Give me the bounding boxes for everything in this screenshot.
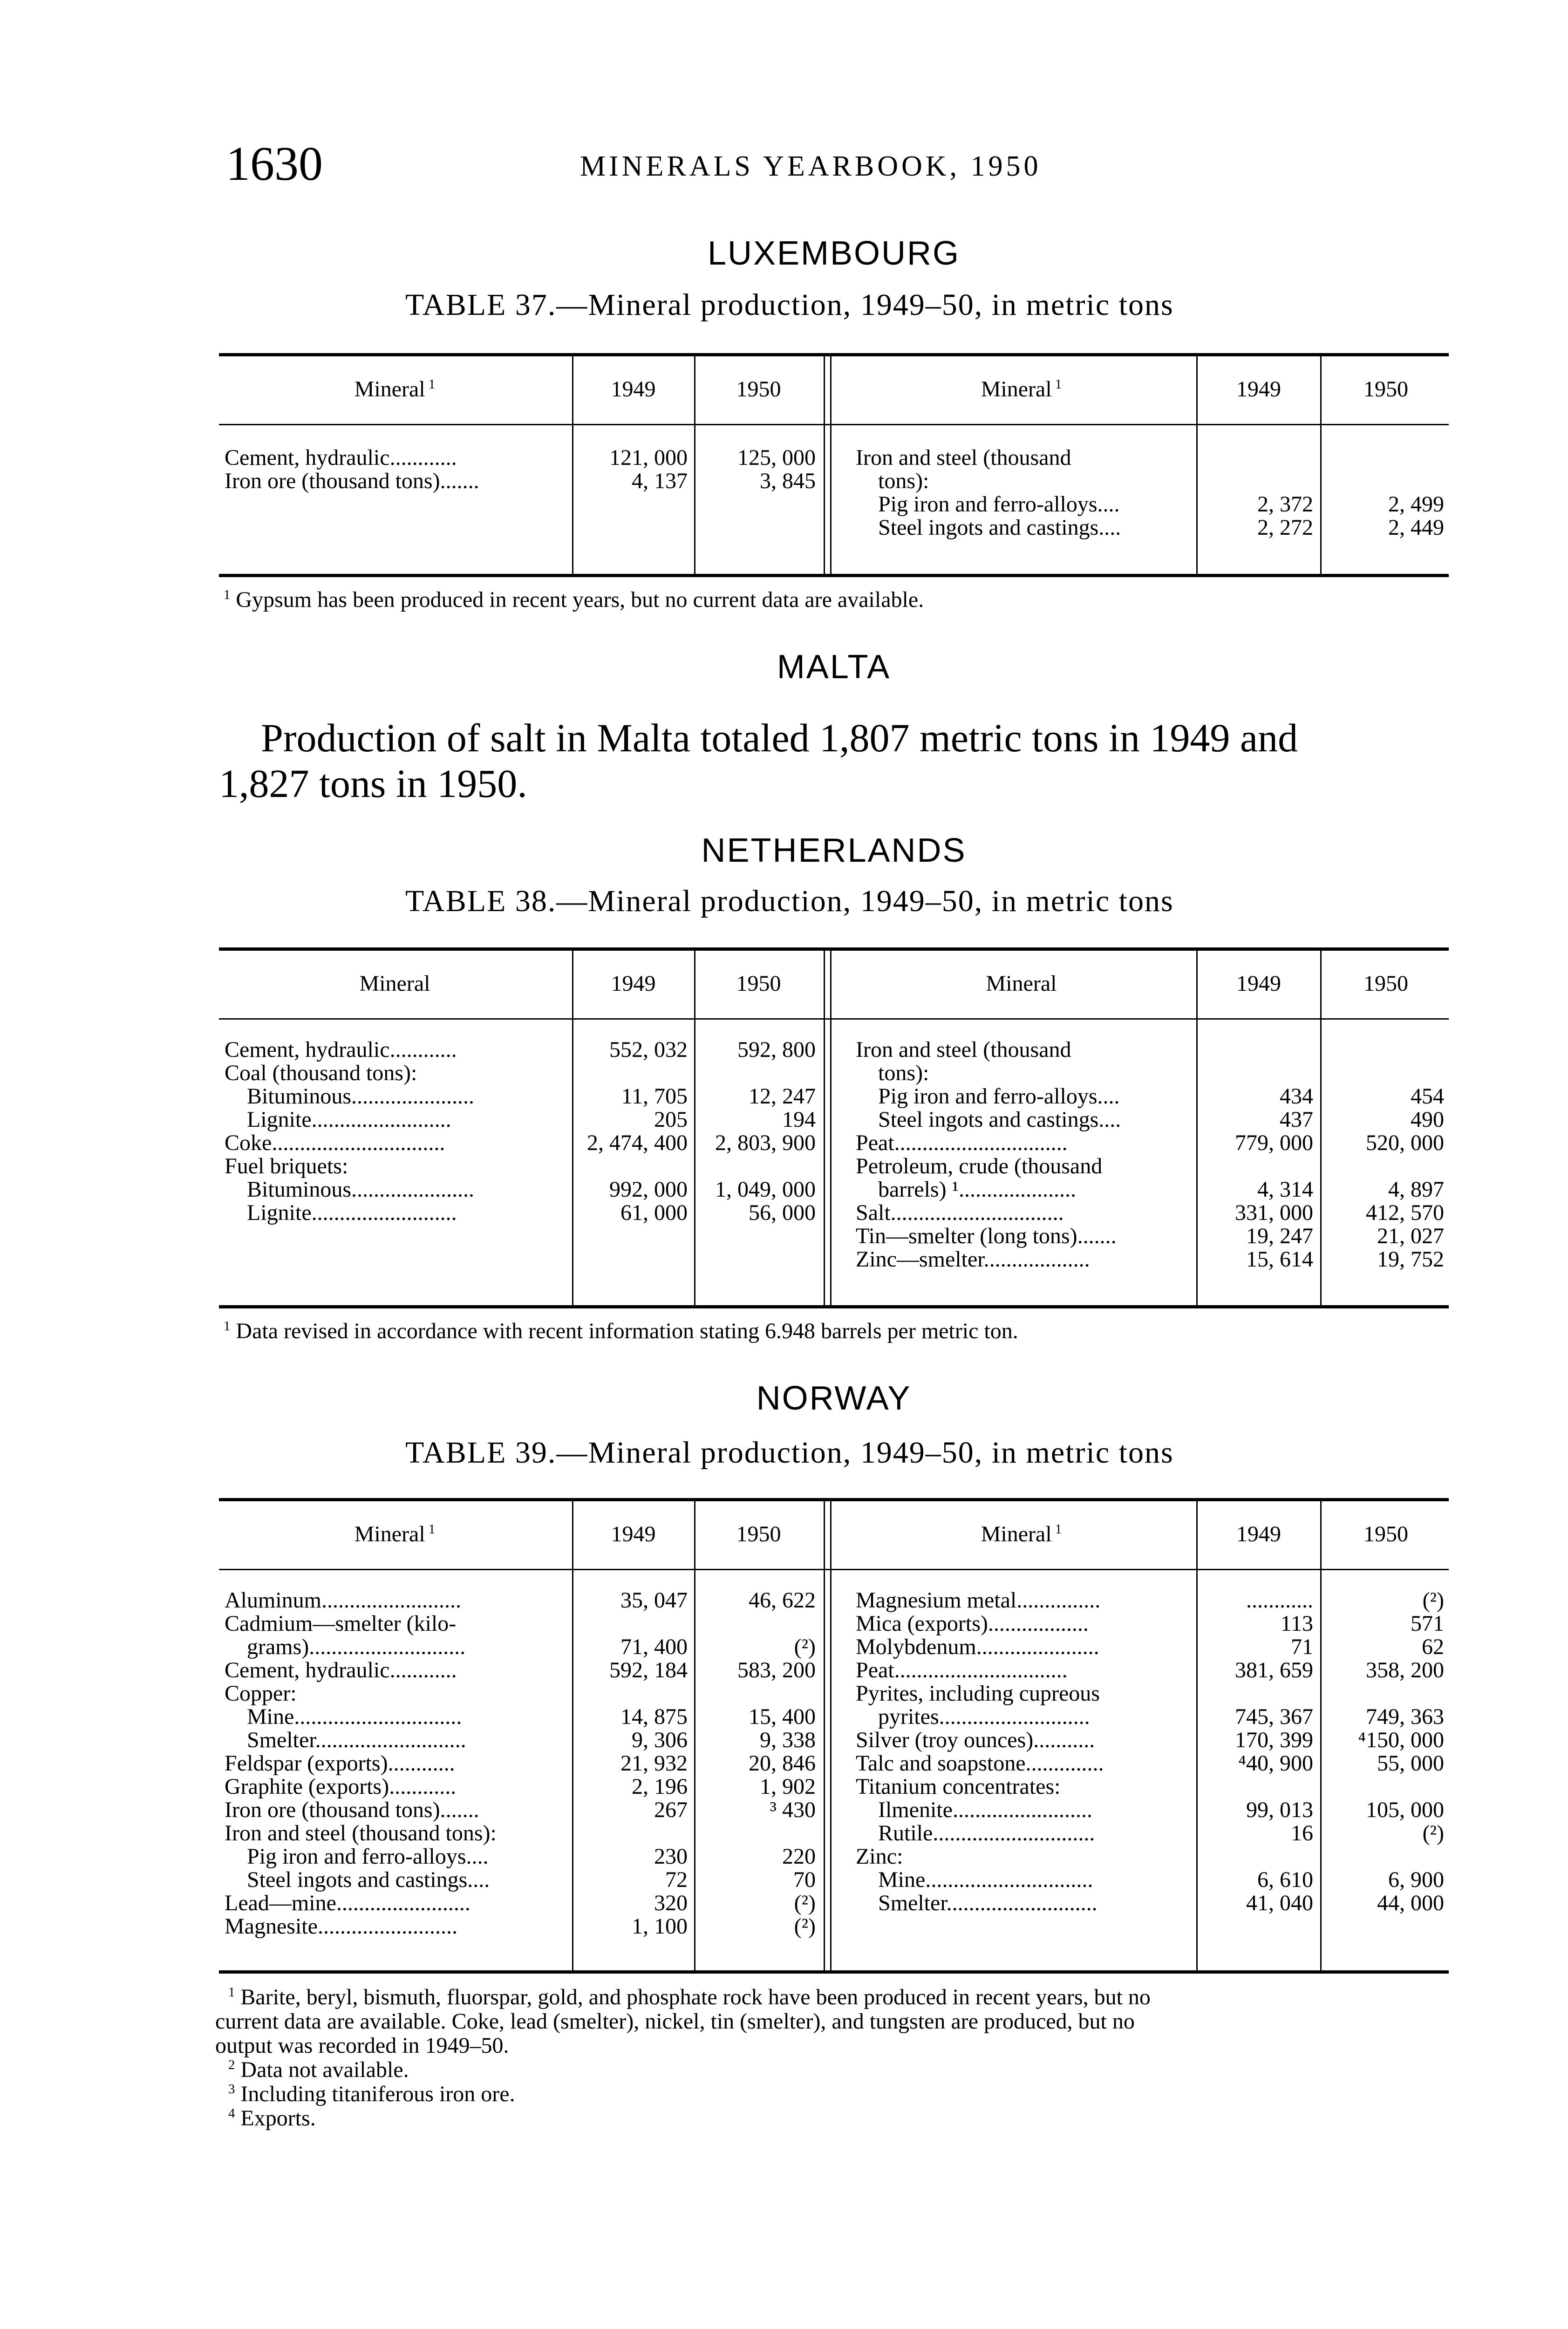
value-1950: 592, 800 xyxy=(737,1037,816,1062)
value-1949: 61, 000 xyxy=(620,1200,688,1225)
value-1949: 552, 032 xyxy=(609,1037,688,1062)
value-1949: ⁴40, 900 xyxy=(1238,1751,1313,1776)
mineral-label: Iron and steel (thousand xyxy=(856,445,1071,470)
column-header xyxy=(219,1523,571,1546)
value-1949: 779, 000 xyxy=(1235,1130,1313,1155)
value-1949: 230 xyxy=(654,1844,688,1869)
value-1949: ............ xyxy=(1246,1588,1313,1613)
value-1949: 992, 000 xyxy=(609,1177,688,1202)
mineral-label: Mica (exports).................. xyxy=(856,1611,1089,1636)
value-1950: 19, 752 xyxy=(1377,1247,1444,1272)
footnote-line xyxy=(215,2009,1135,2034)
value-1950: 583, 200 xyxy=(737,1658,816,1682)
table-rule xyxy=(219,1970,1449,1974)
section-heading-luxembourg: LUXEMBOURG xyxy=(707,235,961,272)
column-header-label: 1949 xyxy=(611,971,656,996)
mineral-label: tons): xyxy=(878,469,929,493)
mineral-label: Magnesite......................... xyxy=(225,1914,457,1939)
value-1950: 15, 400 xyxy=(749,1704,816,1729)
column-header-label: 1950 xyxy=(1363,971,1408,996)
table-38-footnote xyxy=(224,1319,1018,1343)
value-1949: 434 xyxy=(1280,1084,1313,1109)
malta-paragraph-line-1: Production of salt in Malta totaled 1,807 metric tons in 1949 and xyxy=(261,715,1298,760)
mineral-label: Silver (troy ounces)........... xyxy=(856,1728,1095,1752)
value-1950: (²) xyxy=(794,1891,816,1915)
value-1950: 4, 897 xyxy=(1388,1177,1444,1202)
value-1950: 62 xyxy=(1422,1634,1444,1659)
table-rule xyxy=(219,353,1449,356)
value-1950: 70 xyxy=(793,1867,816,1892)
mineral-label: Talc and soapstone.............. xyxy=(856,1751,1104,1776)
header-rule xyxy=(219,424,1449,425)
value-1949: 113 xyxy=(1280,1611,1313,1636)
column-header-label: Mineral xyxy=(981,377,1052,402)
mineral-label: Mine.............................. xyxy=(878,1867,1093,1892)
table-rule xyxy=(219,1305,1449,1308)
footnote-text: Exports. xyxy=(240,2106,316,2131)
column-divider xyxy=(824,353,825,574)
column-divider xyxy=(572,947,573,1305)
column-header-label: 1950 xyxy=(736,377,781,402)
footnote-mark: 1 xyxy=(224,587,231,602)
value-1949: 41, 040 xyxy=(1246,1891,1313,1915)
value-1950: 220 xyxy=(782,1844,816,1869)
mineral-label: Iron ore (thousand tons)....... xyxy=(225,469,479,493)
mineral-label: Molybdenum...................... xyxy=(856,1634,1099,1659)
footnote-line xyxy=(215,2034,509,2058)
column-divider xyxy=(1320,353,1322,574)
value-1949: 437 xyxy=(1280,1107,1313,1132)
footnote-mark: 3 xyxy=(228,2082,235,2097)
value-1949: 72 xyxy=(665,1867,688,1892)
value-1950: (²) xyxy=(794,1634,816,1659)
column-header xyxy=(574,378,692,401)
column-header-label: Mineral xyxy=(354,1522,425,1546)
value-1950: 412, 570 xyxy=(1366,1200,1444,1225)
mineral-label: Rutile............................. xyxy=(878,1821,1095,1845)
value-1949: 14, 875 xyxy=(620,1704,688,1729)
footnote-line xyxy=(228,2106,316,2131)
value-1949: 2, 196 xyxy=(632,1774,688,1799)
value-1949: 121, 000 xyxy=(609,445,688,470)
column-divider xyxy=(824,1498,825,1970)
mineral-label: Pig iron and ferro-alloys.... xyxy=(878,1084,1120,1109)
footnote-mark: 2 xyxy=(228,2057,235,2072)
section-heading-netherlands: NETHERLANDS xyxy=(701,832,967,869)
column-header-label: Mineral xyxy=(359,971,430,996)
column-header-label: 1950 xyxy=(1363,1522,1408,1546)
value-1950: 2, 803, 900 xyxy=(715,1130,816,1155)
value-1949: 6, 610 xyxy=(1257,1867,1313,1892)
header-rule xyxy=(219,1018,1449,1020)
value-1949: 170, 399 xyxy=(1235,1728,1313,1752)
footnote-mark: 1 xyxy=(228,1985,235,2000)
header-rule xyxy=(219,1569,1449,1570)
value-1949: 4, 314 xyxy=(1257,1177,1313,1202)
mineral-label: Lignite.......................... xyxy=(247,1200,457,1225)
mineral-label: Steel ingots and castings.... xyxy=(878,1107,1121,1132)
column-header xyxy=(1323,973,1449,995)
footnote-text: current data are available. Coke, lead (smelter), nickel, tin (smelter), and tungsten are produced, but no xyxy=(215,2009,1135,2034)
mineral-label: Bituminous...................... xyxy=(247,1084,475,1109)
column-divider xyxy=(824,947,825,1305)
footnote-text: Data revised in accordance with recent information stating 6.948 barrels per metric ton. xyxy=(236,1319,1018,1343)
table-rule xyxy=(219,947,1449,951)
column-header xyxy=(850,973,1193,995)
table-38-title: TABLE 38.—Mineral production, 1949–50, in metric tons xyxy=(405,884,1174,918)
column-header xyxy=(697,973,820,995)
column-header-label: Mineral xyxy=(354,377,425,402)
mineral-label: Bituminous...................... xyxy=(247,1177,475,1202)
mineral-label: Iron and steel (thousand xyxy=(856,1037,1071,1062)
mineral-label: Iron ore (thousand tons)....... xyxy=(225,1798,479,1822)
value-1950: 56, 000 xyxy=(749,1200,816,1225)
mineral-label: Cement, hydraulic............ xyxy=(225,1658,457,1682)
mineral-label: Pig iron and ferro-alloys.... xyxy=(247,1844,489,1869)
value-1950: 571 xyxy=(1411,1611,1444,1636)
value-1950: (²) xyxy=(1422,1588,1444,1613)
mineral-label: tons): xyxy=(878,1061,929,1085)
mineral-label: Peat............................... xyxy=(856,1658,1068,1682)
column-divider xyxy=(1320,1498,1322,1970)
footnote-text: output was recorded in 1949–50. xyxy=(215,2033,509,2058)
value-1949: 2, 372 xyxy=(1257,492,1313,517)
mineral-label: Fuel briquets: xyxy=(225,1154,348,1178)
column-header-label: Mineral xyxy=(981,1522,1052,1546)
footnote-mark: 1 xyxy=(224,1319,231,1334)
column-header xyxy=(1323,378,1449,401)
column-header-label: 1950 xyxy=(736,971,781,996)
column-divider xyxy=(830,1498,832,1970)
running-title: MINERALS YEARBOOK, 1950 xyxy=(580,150,1042,182)
value-1950: 2, 449 xyxy=(1388,515,1444,540)
mineral-label: Cement, hydraulic............ xyxy=(225,445,457,470)
value-1950: (²) xyxy=(794,1914,816,1939)
mineral-label: Mine.............................. xyxy=(247,1704,462,1729)
mineral-label: Coke............................... xyxy=(225,1130,445,1155)
column-header-label: 1949 xyxy=(1236,971,1281,996)
mineral-label: Aluminum......................... xyxy=(225,1588,462,1613)
page-number: 1630 xyxy=(226,137,323,191)
value-1949: 1, 100 xyxy=(632,1914,688,1939)
value-1949: 19, 247 xyxy=(1246,1224,1313,1248)
table-rule xyxy=(219,574,1449,577)
column-divider xyxy=(1196,353,1198,574)
section-heading-norway: NORWAY xyxy=(756,1380,912,1417)
column-header xyxy=(697,378,820,401)
column-header xyxy=(219,973,571,995)
mineral-label: Steel ingots and castings.... xyxy=(247,1867,490,1892)
mineral-label: Steel ingots and castings.... xyxy=(878,515,1121,540)
column-header xyxy=(1200,973,1318,995)
column-header-label: 1949 xyxy=(611,1522,656,1546)
footnote-text: Data not available. xyxy=(240,2057,409,2082)
value-1950: 105, 000 xyxy=(1366,1798,1444,1822)
value-1950: 20, 846 xyxy=(749,1751,816,1776)
value-1949: 745, 367 xyxy=(1235,1704,1313,1729)
mineral-label: pyrites........................... xyxy=(878,1704,1090,1729)
column-divider xyxy=(830,353,832,574)
value-1950: 454 xyxy=(1411,1084,1444,1109)
column-header xyxy=(850,378,1193,401)
value-1950: 44, 000 xyxy=(1377,1891,1444,1915)
footnote-line xyxy=(228,1985,1151,2009)
column-header xyxy=(1200,378,1318,401)
mineral-label: Pig iron and ferro-alloys.... xyxy=(878,492,1120,517)
mineral-label: Zinc: xyxy=(856,1844,903,1869)
value-1950: 6, 900 xyxy=(1388,1867,1444,1892)
value-1949: 320 xyxy=(654,1891,688,1915)
mineral-label: Smelter........................... xyxy=(247,1728,466,1752)
footnote-line xyxy=(228,2082,515,2106)
mineral-label: Coal (thousand tons): xyxy=(225,1061,417,1085)
value-1950: 749, 363 xyxy=(1366,1704,1444,1729)
column-divider xyxy=(830,947,832,1305)
value-1950: 21, 027 xyxy=(1377,1224,1444,1248)
value-1949: 11, 705 xyxy=(621,1084,688,1109)
column-header xyxy=(850,1523,1193,1546)
mineral-label: Pyrites, including cupreous xyxy=(856,1681,1100,1706)
value-1949: 2, 272 xyxy=(1257,515,1313,540)
footnote-mark: 1 xyxy=(1051,1522,1062,1537)
column-header-label: 1949 xyxy=(1236,1522,1281,1546)
column-header xyxy=(219,378,571,401)
footnote-mark: 1 xyxy=(1051,377,1062,392)
mineral-label: Iron and steel (thousand tons): xyxy=(225,1821,497,1845)
mineral-label: Salt............................... xyxy=(856,1200,1064,1225)
malta-paragraph-line-2: 1,827 tons in 1950. xyxy=(219,761,527,806)
footnote-text: Barite, beryl, bismuth, fluorspar, gold, and phosphate rock have been produced in recent years, but no xyxy=(240,1985,1151,2009)
mineral-label: Smelter........................... xyxy=(878,1891,1098,1915)
mineral-label: Lead—mine........................ xyxy=(225,1891,470,1915)
value-1950: 3, 845 xyxy=(760,469,816,493)
footnote-mark: 1 xyxy=(425,1522,436,1537)
mineral-label: Peat............................... xyxy=(856,1130,1068,1155)
value-1949: 99, 013 xyxy=(1246,1798,1313,1822)
footnote-mark: 1 xyxy=(425,377,436,392)
column-divider xyxy=(572,1498,573,1970)
section-heading-malta: MALTA xyxy=(777,648,891,686)
mineral-label: Copper: xyxy=(225,1681,297,1706)
footnote-mark: 4 xyxy=(228,2106,235,2121)
value-1950: 520, 000 xyxy=(1366,1130,1444,1155)
mineral-label: Zinc—smelter................... xyxy=(856,1247,1090,1272)
column-header xyxy=(1200,1523,1318,1546)
value-1950: ³ 430 xyxy=(770,1798,816,1822)
value-1950: 9, 338 xyxy=(760,1728,816,1752)
mineral-label: Cement, hydraulic............ xyxy=(225,1037,457,1062)
column-divider xyxy=(1320,947,1322,1305)
value-1950: 358, 200 xyxy=(1366,1658,1444,1682)
column-header xyxy=(697,1523,820,1546)
value-1950: 194 xyxy=(782,1107,816,1132)
table-rule xyxy=(219,1498,1449,1501)
value-1949: 205 xyxy=(654,1107,688,1132)
column-header-label: 1949 xyxy=(1236,377,1281,402)
mineral-label: Ilmenite......................... xyxy=(878,1798,1092,1822)
column-divider xyxy=(694,353,695,574)
value-1950: 46, 622 xyxy=(749,1588,816,1613)
value-1950: 55, 000 xyxy=(1377,1751,1444,1776)
column-header xyxy=(574,1523,692,1546)
column-header-label: Mineral xyxy=(986,971,1057,996)
column-divider xyxy=(1196,1498,1198,1970)
footnote-line xyxy=(228,2058,409,2082)
footnote-text: Gypsum has been produced in recent years, but no current data are available. xyxy=(236,587,924,612)
table-37-title: TABLE 37.—Mineral production, 1949–50, in metric tons xyxy=(405,288,1174,322)
value-1949: 2, 474, 400 xyxy=(587,1130,688,1155)
column-divider xyxy=(694,1498,695,1970)
mineral-label: Titanium concentrates: xyxy=(856,1774,1061,1799)
mineral-label: Magnesium metal............... xyxy=(856,1588,1101,1613)
value-1949: 4, 137 xyxy=(632,469,688,493)
value-1949: 381, 659 xyxy=(1235,1658,1313,1682)
mineral-label: Tin—smelter (long tons)....... xyxy=(856,1224,1117,1248)
table-39-title: TABLE 39.—Mineral production, 1949–50, in metric tons xyxy=(405,1436,1174,1470)
mineral-label: Petroleum, crude (thousand xyxy=(856,1154,1103,1178)
value-1949: 331, 000 xyxy=(1235,1200,1313,1225)
value-1949: 267 xyxy=(654,1798,688,1822)
mineral-label: Lignite......................... xyxy=(247,1107,451,1132)
mineral-label: Feldspar (exports)............ xyxy=(225,1751,455,1776)
value-1949: 16 xyxy=(1291,1821,1313,1845)
table-37-footnote xyxy=(224,588,924,612)
mineral-label: grams)............................ xyxy=(247,1634,466,1659)
mineral-label: Graphite (exports)............ xyxy=(225,1774,457,1799)
column-header xyxy=(1323,1523,1449,1546)
column-divider xyxy=(1196,947,1198,1305)
value-1950: 12, 247 xyxy=(749,1084,816,1109)
value-1950: 490 xyxy=(1411,1107,1444,1132)
column-header xyxy=(574,973,692,995)
value-1950: 2, 499 xyxy=(1388,492,1444,517)
column-divider xyxy=(572,353,573,574)
value-1949: 71, 400 xyxy=(620,1634,688,1659)
value-1949: 9, 306 xyxy=(632,1728,688,1752)
value-1949: 71 xyxy=(1291,1634,1313,1659)
footnote-text: Including titaniferous iron ore. xyxy=(240,2082,515,2106)
column-header-label: 1950 xyxy=(736,1522,781,1546)
column-header-label: 1949 xyxy=(611,377,656,402)
value-1950: ⁴150, 000 xyxy=(1358,1728,1444,1752)
value-1950: (²) xyxy=(1422,1821,1444,1845)
value-1950: 1, 049, 000 xyxy=(715,1177,816,1202)
column-header-label: 1950 xyxy=(1363,377,1408,402)
mineral-label: barrels) ¹..................... xyxy=(878,1177,1076,1202)
column-divider xyxy=(694,947,695,1305)
value-1950: 1, 902 xyxy=(760,1774,816,1799)
value-1949: 15, 614 xyxy=(1246,1247,1313,1272)
value-1949: 21, 932 xyxy=(620,1751,688,1776)
value-1950: 125, 000 xyxy=(737,445,816,470)
value-1949: 35, 047 xyxy=(620,1588,688,1613)
value-1949: 592, 184 xyxy=(609,1658,688,1682)
mineral-label: Cadmium—smelter (kilo- xyxy=(225,1611,457,1636)
